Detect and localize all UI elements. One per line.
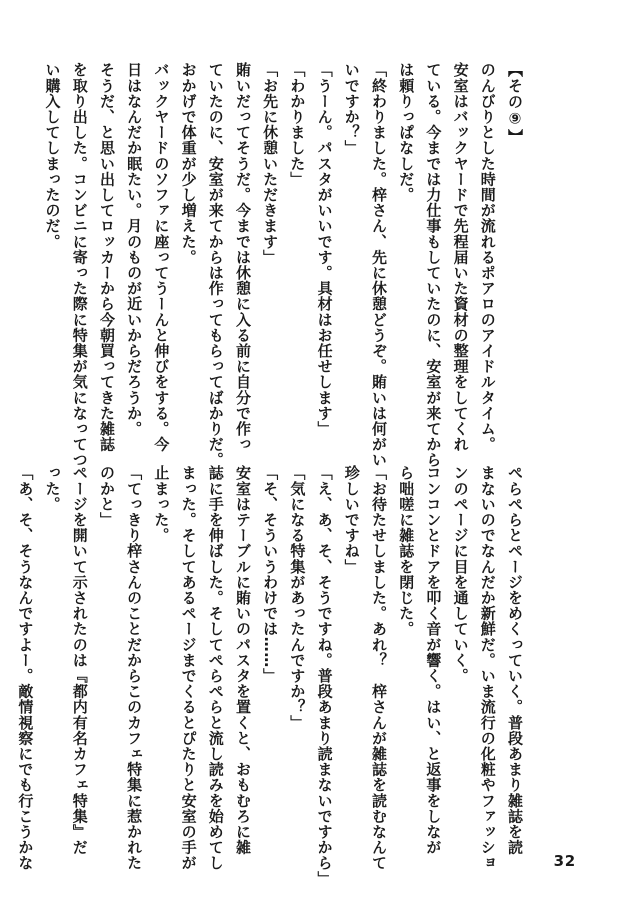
text-line: 止まった。 [152,465,171,543]
text-line: 「え、あ、そ、そうですね。普段あまり読まないですから」 [315,465,334,887]
text-line: ていたのに、安室が来てからは作ってもらってばかりだ。 [206,62,225,468]
text-line: 日はなんだか眠たい。月のものが近いからだろうか。 [125,62,144,437]
text-line: ら咄嗟に雑誌を閉じた。 [397,465,416,637]
page-number: 32 [553,852,576,870]
text-line: まった。そしてあるページまでくるとぴたりと安室の手が [179,465,198,871]
text-line: ページを開いて示されたのは『都内有名カフェ特集』だ [70,465,89,855]
text-line: コンコンとドアを叩く音が響く。はい、と返事をしなが [424,465,443,855]
text-line: 安室はテーブルに賄いのパスタを置くと、おもむろに雑 [233,465,252,855]
text-line: った。 [43,465,62,512]
text-line: 「わかりました」 [288,62,307,187]
text-line: 「うーん。パスタがいいです。具材はお任せします」 [315,62,334,437]
text-line: 「てっきり梓さんのことだからこのカフェ特集に惹かれた [125,465,144,871]
text-line: い購入してしまったのだ。 [43,62,62,250]
text-line: バックヤードのソファに座ってうーんと伸びをする。今 [152,62,171,452]
text-line: のんびりとした時間が流れるポアロのアイドルタイム。 [478,62,497,452]
text-line: 「そ、そういうわけでは……」 [261,465,280,684]
text-block-bottom [11,465,528,887]
text-line: 「気になる特集があったんですか？」 [288,465,307,731]
text-block-top [38,62,528,468]
text-line: は頼りっぱなしだ。 [397,62,416,203]
text-line: ンのページに目を通していく。 [451,465,470,684]
text-line: 賄いだってそうだ。今までは休憩に入る前に自分で作っ [233,62,252,452]
text-line: を取り出した。コンビニに寄った際に特集が気になってつ [70,62,89,468]
text-line: のかと」 [97,465,116,528]
text-line: いですか？」 [342,62,361,156]
text-line: 「お待たせしました。あれ？ 梓さんが雑誌を読むなんて [369,465,388,871]
text-line: ている。今までは力仕事もしていたのに、安室が来てから [424,62,443,468]
text-line: 「あ、そ、そうなんですよー。敵情視察にでも行こうかな [16,465,35,871]
text-line: ぺらぺらとページをめくっていく。普段あまり雑誌を読 [506,465,524,855]
text-line: 誌に手を伸ばした。そしてぺらぺらと流し読みを始めてし [206,465,225,871]
text-line: そうだ、と思い出してロッカーから今朝買ってきた雑誌 [97,62,116,452]
text-line: 「終わりました。梓さん、先に休憩どうぞ。賄いは何がい [369,62,388,468]
text-line: おかげで体重が少し増えた。 [179,62,198,265]
text-line: 「お先に休憩いただきます」 [261,62,280,265]
section-heading: 【その⑨】 [506,62,524,145]
text-line: 安室はバックヤードで先程届いた資材の整理をしてくれ [451,62,470,452]
text-line: まないのでなんだか新鮮だ。いま流行の化粧やファッショ [478,465,497,871]
text-line: 珍しいですね」 [342,465,361,575]
